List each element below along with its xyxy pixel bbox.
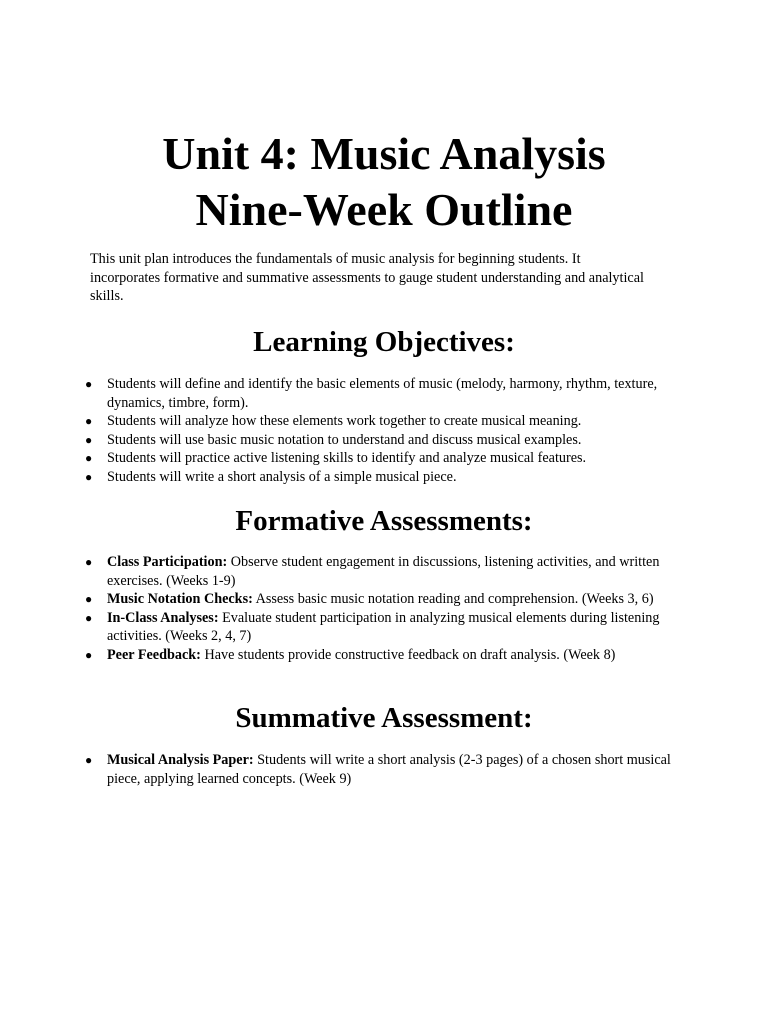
list-item (85, 431, 672, 450)
learning-objectives-list (85, 375, 672, 486)
list-item (85, 590, 672, 609)
bullet-icon: ● (85, 753, 93, 767)
assessment-description: Have students provide constructive feedback on draft analysis. (Week 8) (200, 646, 616, 663)
list-item (85, 412, 672, 431)
list-item (85, 468, 672, 487)
bullet-icon: ● (85, 469, 93, 484)
page-title (0, 126, 768, 238)
summative-assessment-list (85, 751, 672, 788)
objective-text: Students will use basic music notation to understand and discuss musical examples. (107, 431, 582, 448)
assessment-description: Evaluate student participation in analyzing musical elements during listening activities. (Weeks 2, 4, 7) (107, 609, 660, 644)
assessment-label: Class Participation: (107, 554, 228, 570)
bullet-icon: ● (85, 451, 93, 465)
learning-objectives-heading: Learning Objectives: (253, 326, 515, 358)
list-item (85, 646, 672, 665)
list-item (85, 449, 672, 468)
page-title-line-2: Nine-Week Outline (195, 184, 573, 235)
summative-assessment-heading: Summative Assessment: (235, 702, 533, 734)
assessment-label: In-Class Analyses: (107, 609, 219, 626)
objective-text: Students will define and identify the basic elements of music (melody, harmony, rhythm, texture, dynamics, timbre, form). (107, 376, 658, 411)
assessment-label: Musical Analysis Paper: (107, 752, 254, 768)
formative-assessments-list (85, 553, 672, 664)
bullet-icon: ● (85, 592, 93, 606)
objective-text: Students will practice active listening skills to identify and analyze musical features. (107, 450, 587, 466)
intro-paragraph: This unit plan introduces the fundamentals of music analysis for beginning students. It incorporates formative and summative assessments to gauge student understanding and analytical skills. (90, 251, 644, 304)
assessment-label: Music Notation Checks: (107, 591, 253, 607)
bullet-icon: ● (85, 647, 93, 662)
assessment-description: Assess basic music notation reading and comprehension. (Weeks 3, 6) (252, 591, 654, 607)
assessment-description: Students will write a short analysis (2-3 pages) of a chosen short musical piece, applying learned concepts. (Week 9) (107, 752, 671, 787)
list-item (85, 751, 672, 788)
page-title-line-1: Unit 4: Music Analysis (162, 128, 606, 179)
list-item (85, 553, 672, 590)
objective-text: Students will analyze how these elements work together to create musical meaning. (107, 413, 582, 429)
bullet-icon: ● (85, 555, 93, 569)
formative-assessments-heading: Formative Assessments: (235, 505, 533, 537)
objective-text: Students will write a short analysis of a simple musical piece. (107, 468, 457, 485)
assessment-label: Peer Feedback: (107, 646, 201, 663)
assessment-description: Observe student engagement in discussions, listening activities, and written exercises. (Weeks 1-9) (107, 554, 660, 589)
bullet-icon: ● (85, 377, 93, 391)
bullet-icon: ● (85, 414, 93, 428)
list-item (85, 609, 672, 646)
bullet-icon: ● (85, 610, 93, 625)
list-item (85, 375, 672, 412)
bullet-icon: ● (85, 432, 93, 447)
